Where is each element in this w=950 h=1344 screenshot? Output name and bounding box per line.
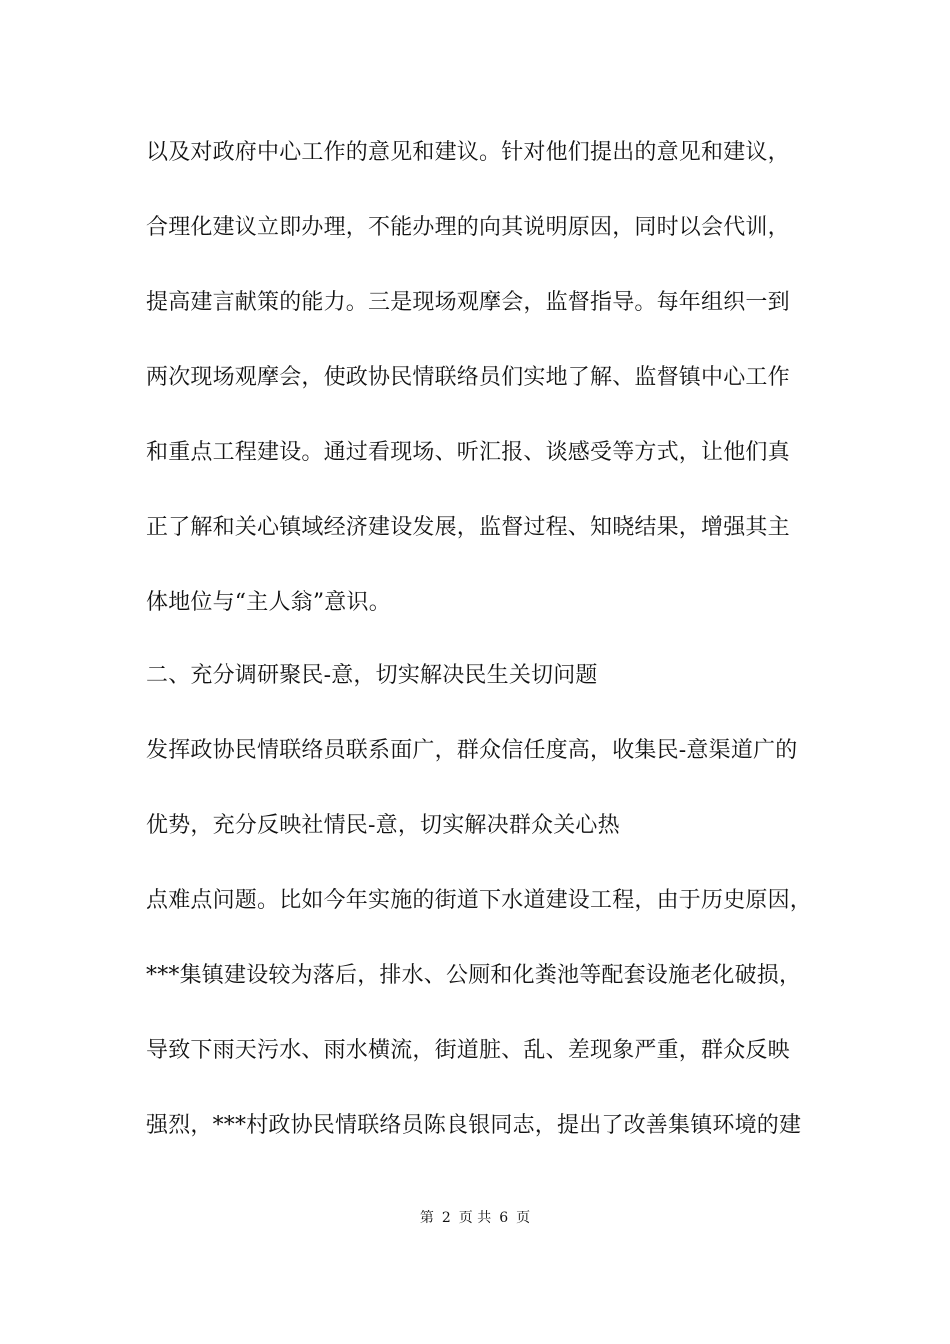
footer-total-pages: 6 [499,1210,509,1226]
footer-prefix: 第 [419,1210,434,1226]
body-text-line-7: 体地位与“主人翁”意识。 [146,590,391,615]
body-text-line-12: 导致下雨天污水、雨水横流，街道脏、乱、差现象严重，群众反映 [146,1038,790,1063]
body-text-line-9: 优势，充分反映社情民-意，切实解决群众关心热 [146,813,620,838]
body-text-line-5: 和重点工程建设。通过看现场、听汇报、谈感受等方式，让他们真 [146,440,790,465]
footer-mid: 页 共 [458,1210,492,1226]
body-text-line-13: 强烈，***村政协民情联络员陈良银同志，提出了改善集镇环境的建 [146,1113,802,1138]
footer-suffix: 页 [516,1210,531,1226]
section-heading: 二、充分调研聚民-意，切实解决民生关切问题 [146,663,598,688]
footer-current-page: 2 [441,1210,451,1226]
body-text-line-6: 正了解和关心镇域经济建设发展，监督过程、知晓结果，增强其主 [146,515,790,540]
body-text-line-8: 发挥政协民情联络员联系面广，群众信任度高，收集民-意渠道广的 [146,738,798,763]
body-text-line-3: 提高建言献策的能力。三是现场观摩会，监督指导。每年组织一到 [146,290,790,315]
body-text-line-2: 合理化建议立即办理，不能办理的向其说明原因，同时以会代训， [146,215,790,240]
page-footer [0,1208,950,1228]
body-text-line-10: 点难点问题。比如今年实施的街道下水道建设工程，由于历史原因， [146,888,813,913]
body-text-line-1: 以及对政府中心工作的意见和建议。针对他们提出的意见和建议， [146,140,790,165]
body-text-line-11: ***集镇建设较为落后，排水、公厕和化粪池等配套设施老化破损， [146,963,802,988]
body-text-line-4: 两次现场观摩会，使政协民情联络员们实地了解、监督镇中心工作 [146,365,790,390]
